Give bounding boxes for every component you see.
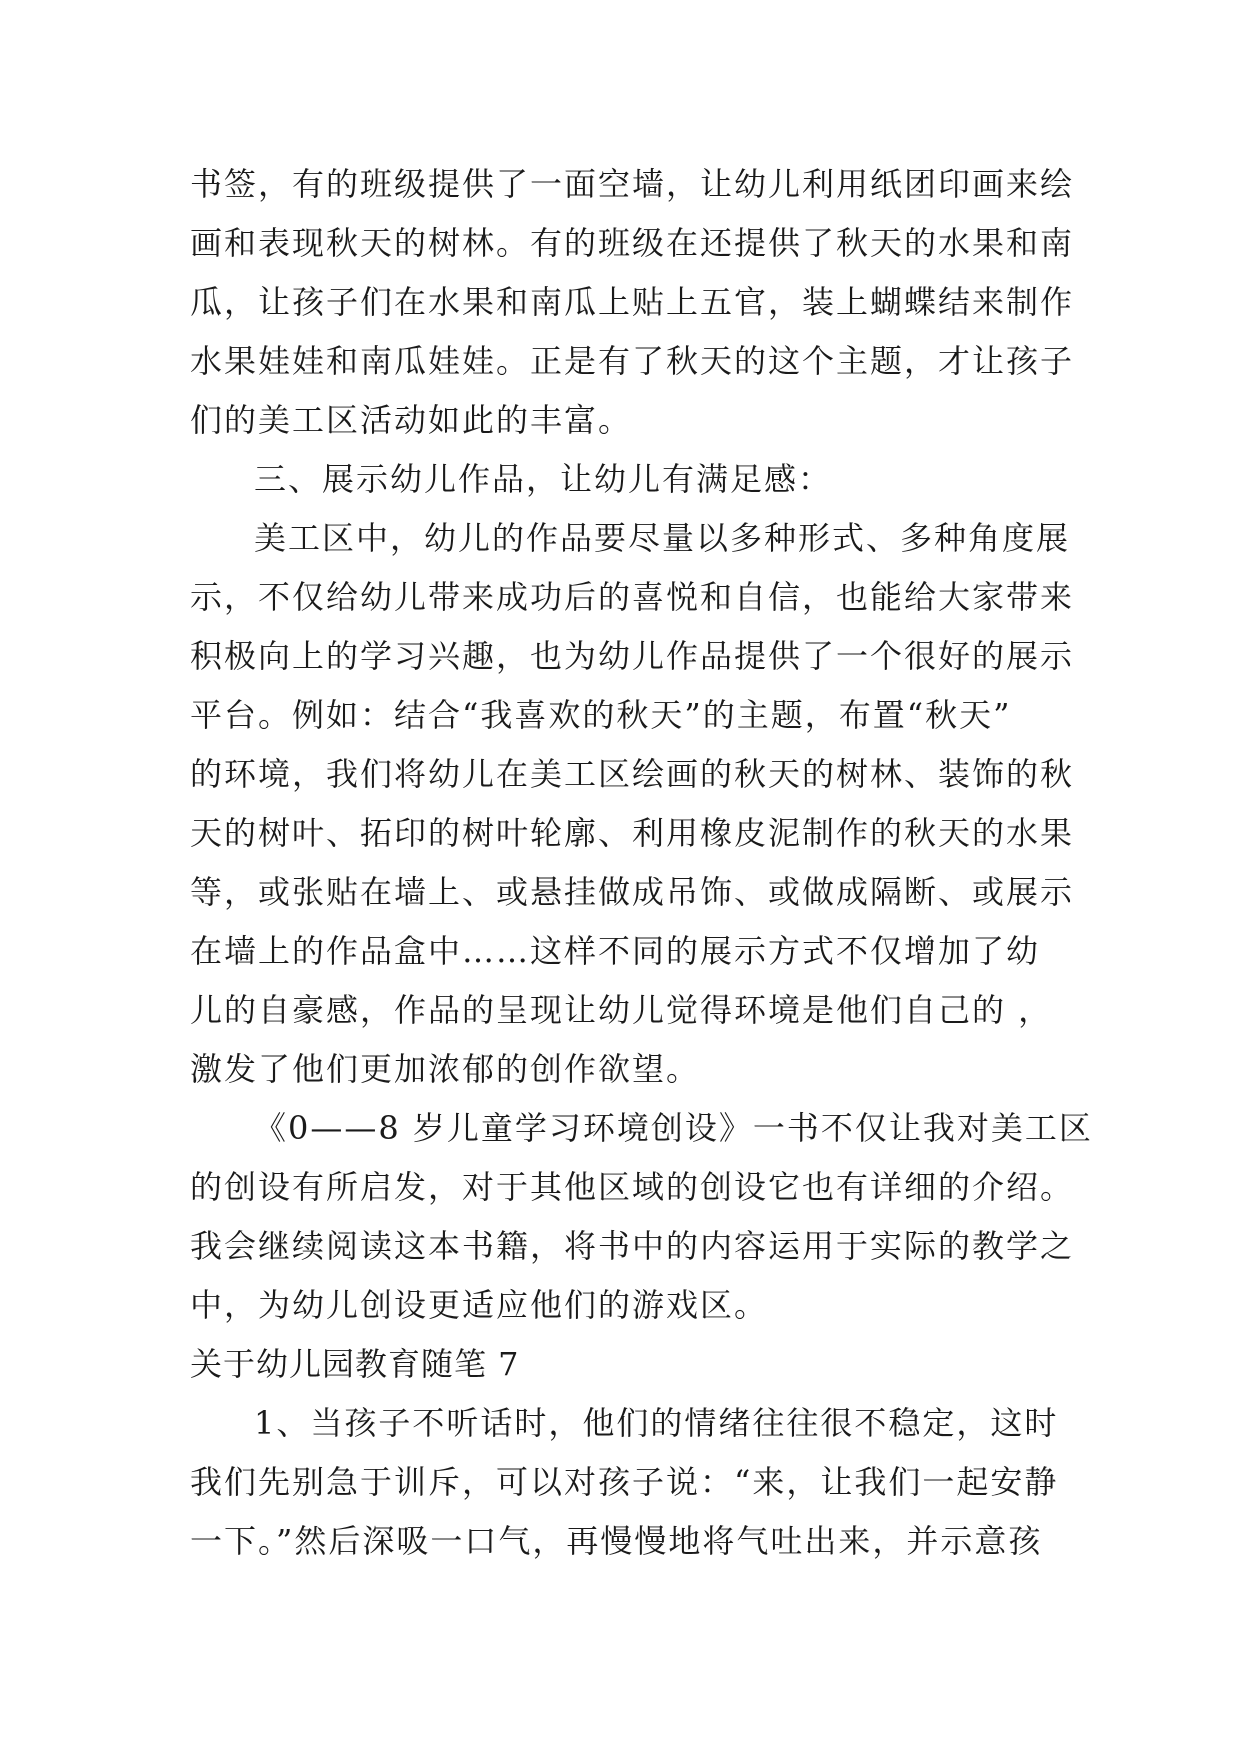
text-line: 我会继续阅读这本书籍，将书中的内容运用于实际的教学之 xyxy=(190,1227,1075,1265)
section-heading: 三、展示幼儿作品，让幼儿有满足感： xyxy=(254,460,833,498)
text-line: 《0——8 岁儿童学习环境创设》一书不仅让我对美工区 xyxy=(254,1109,1093,1147)
text-line: 天的树叶、拓印的树叶轮廓、利用橡皮泥制作的秋天的水果 xyxy=(190,814,1075,852)
text-line: 画和表现秋天的树林。有的班级在还提供了秋天的水果和南 xyxy=(190,224,1075,262)
text-line: 的环境，我们将幼儿在美工区绘画的秋天的树林、装饰的秋 xyxy=(190,755,1075,793)
text-line: 等，或张贴在墙上、或悬挂做成吊饰、或做成隔断、或展示 xyxy=(190,873,1075,911)
text-line: 在墙上的作品盒中……这样不同的展示方式不仅增加了幼 xyxy=(190,932,1041,970)
text-line: 平台。例如：结合“我喜欢的秋天”的主题，布置“秋天” xyxy=(190,696,1012,734)
text-line: 书签，有的班级提供了一面空墙，让幼儿利用纸团印画来绘 xyxy=(190,165,1075,203)
text-line: 的创设有所启发，对于其他区域的创设它也有详细的介绍。 xyxy=(190,1168,1075,1206)
text-line: 水果娃娃和南瓜娃娃。正是有了秋天的这个主题，才让孩子 xyxy=(190,342,1075,380)
article-title: 关于幼儿园教育随笔 7 xyxy=(190,1345,520,1383)
text-line: 中，为幼儿创设更适应他们的游戏区。 xyxy=(190,1286,769,1324)
text-line: 激发了他们更加浓郁的创作欲望。 xyxy=(190,1050,701,1088)
text-line: 积极向上的学习兴趣，也为幼儿作品提供了一个很好的展示 xyxy=(190,637,1075,675)
text-line: 美工区中，幼儿的作品要尽量以多种形式、多种角度展 xyxy=(254,519,1071,557)
text-line: 们的美工区活动如此的丰富。 xyxy=(190,401,633,439)
document-body xyxy=(190,155,1093,1571)
text-line: 一下。”然后深吸一口气，再慢慢地将气吐出来，并示意孩 xyxy=(190,1522,1043,1560)
text-line: 我们先别急于训斥，可以对孩子说：“来，让我们一起安静 xyxy=(190,1463,1059,1501)
text-line: 瓜，让孩子们在水果和南瓜上贴上五官，装上蝴蝶结来制作 xyxy=(190,283,1075,321)
text-line: 1、当孩子不听话时，他们的情绪往往很不稳定，这时 xyxy=(254,1404,1059,1442)
text-line: 示，不仅给幼儿带来成功后的喜悦和自信，也能给大家带来 xyxy=(190,578,1075,616)
text-line: 儿的自豪感，作品的呈现让幼儿觉得环境是他们自己的 ， xyxy=(190,991,1053,1029)
